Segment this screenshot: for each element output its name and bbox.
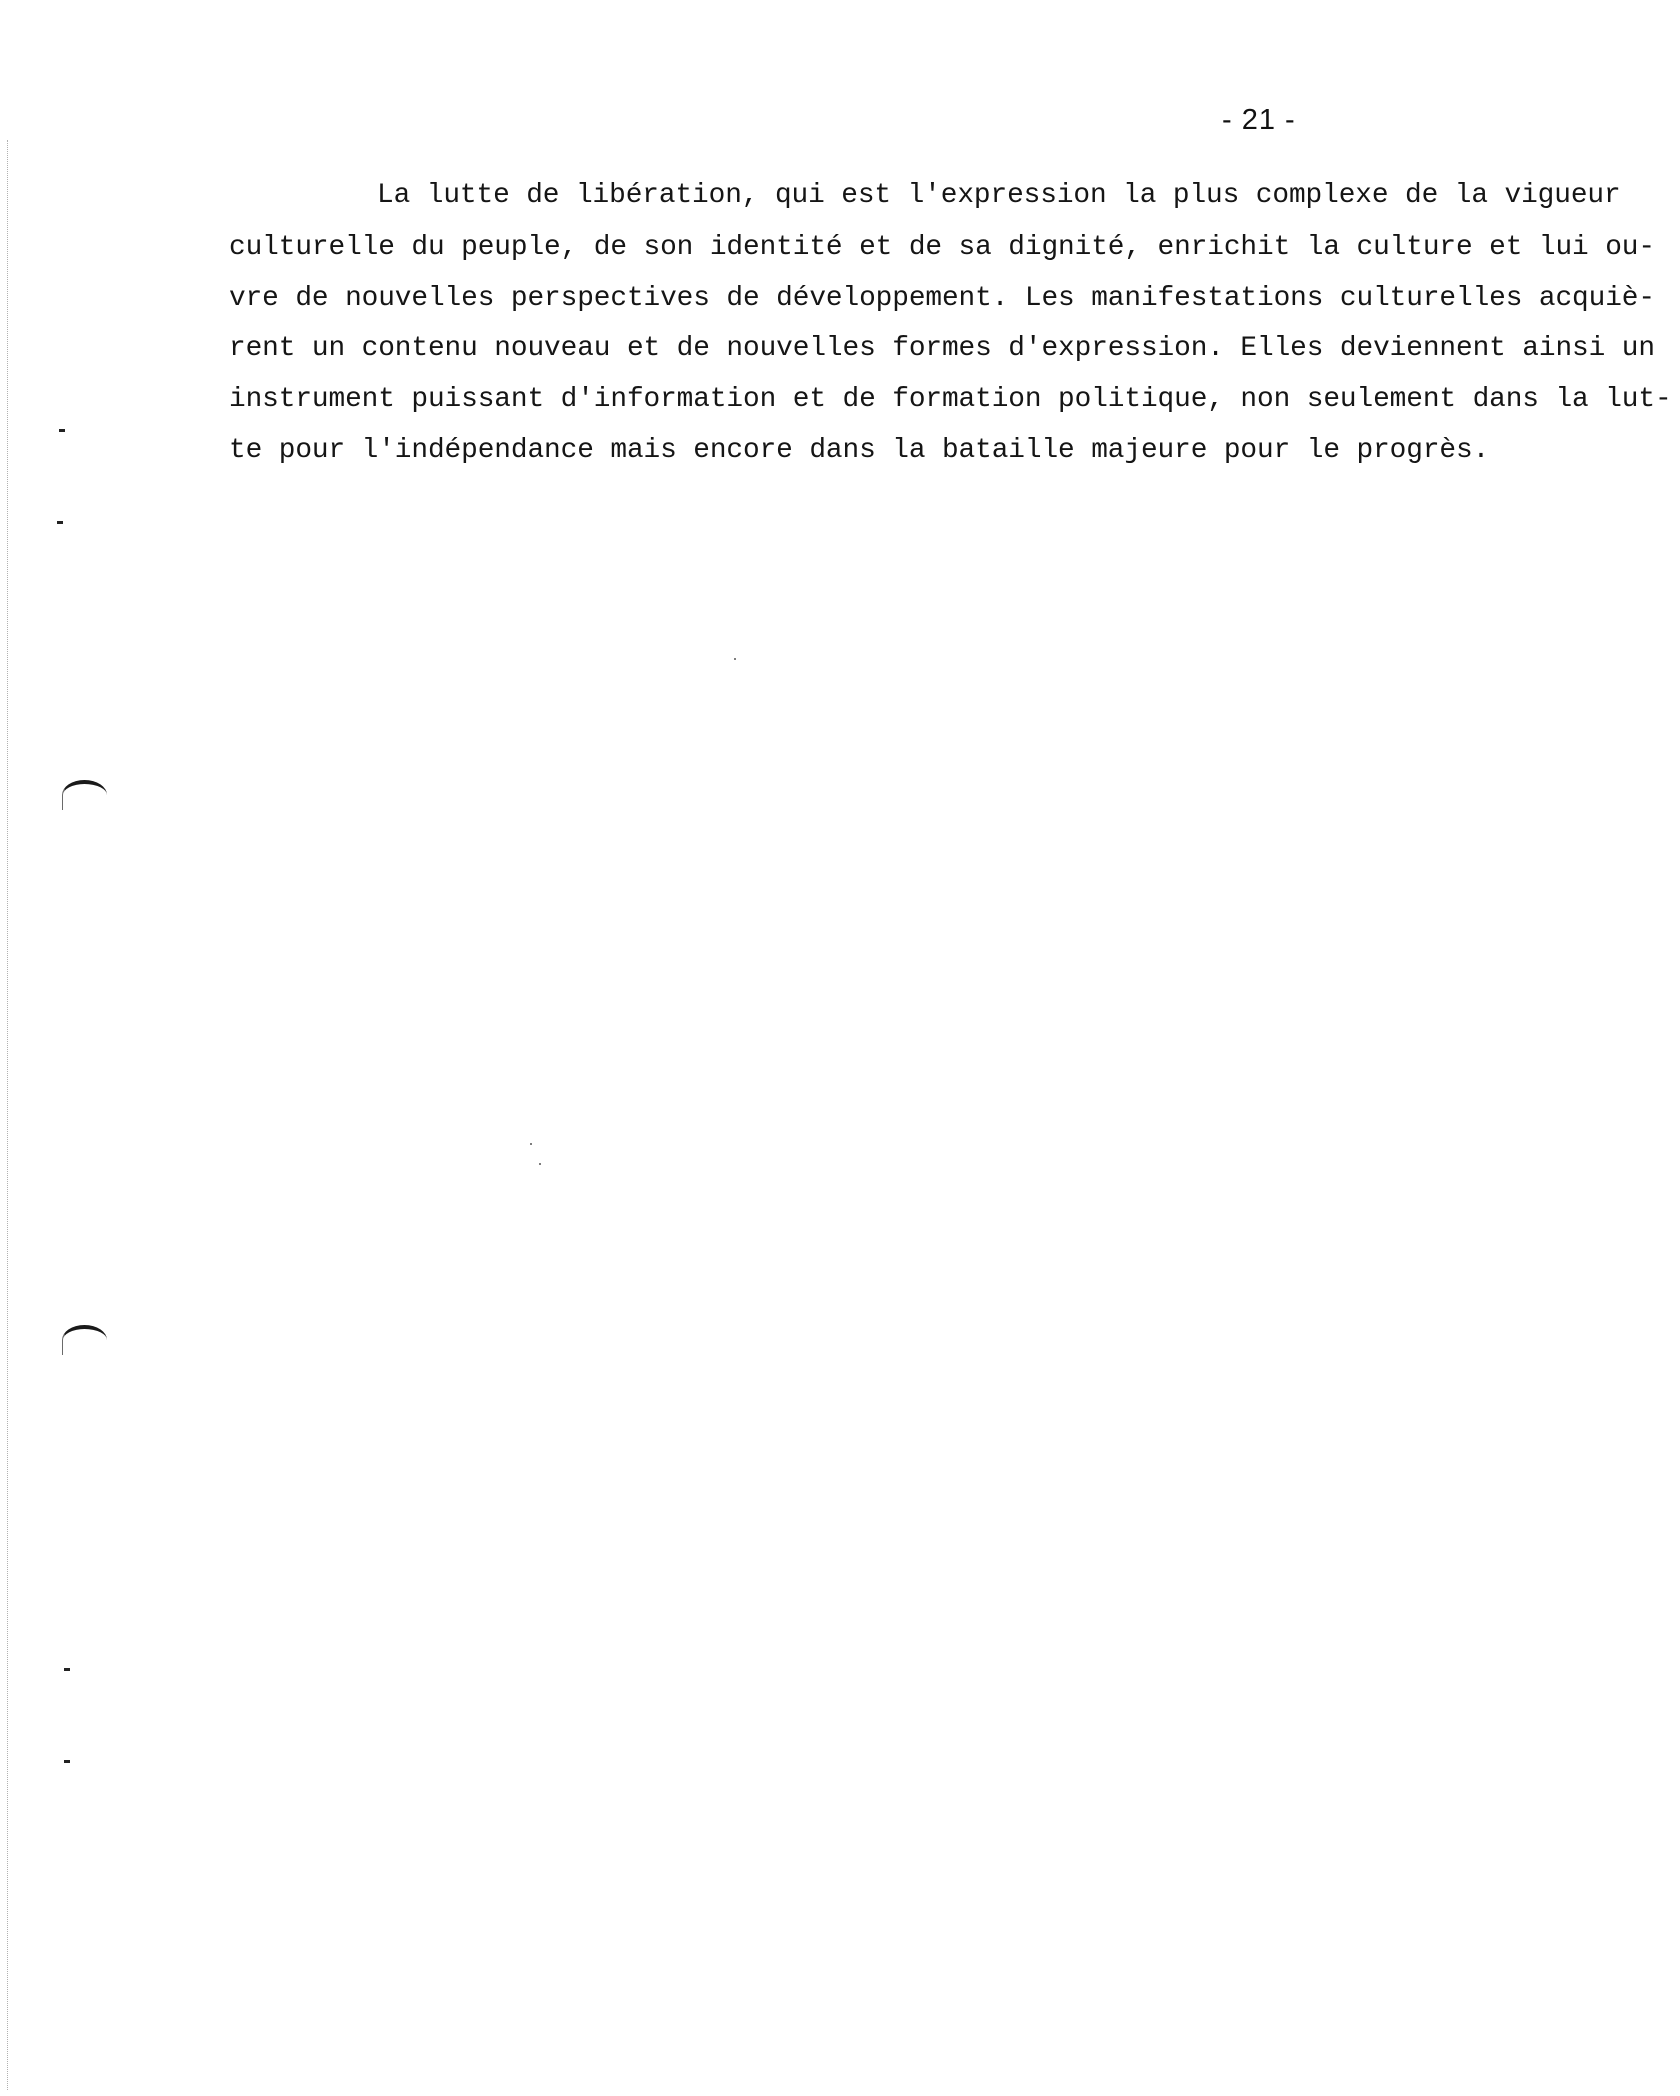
scan-speck	[530, 1143, 532, 1145]
page-number: - 21 -	[1222, 104, 1296, 136]
scan-speck	[539, 1163, 541, 1165]
paragraph-line-3: vre de nouvelles perspectives de développement. Les manifestations culturelles acquiè-	[229, 283, 1655, 314]
paragraph-line-6: te pour l'indépendance mais encore dans la bataille majeure pour le progrès.	[229, 435, 1490, 466]
margin-mark	[64, 1668, 70, 1671]
margin-mark	[64, 1760, 70, 1763]
paragraph-line-5: instrument puissant d'information et de formation politique, non seulement dans la lut-	[229, 384, 1672, 415]
scan-edge-line	[7, 140, 9, 2090]
paragraph-line-4: rent un contenu nouveau et de nouvelles formes d'expression. Elles deviennent ainsi un	[229, 333, 1655, 364]
scan-speck	[734, 658, 736, 660]
paragraph-line-2: culturelle du peuple, de son identité et de sa dignité, enrichit la culture et lui ou-	[229, 232, 1655, 263]
punch-hole-mark	[62, 1325, 107, 1355]
margin-mark	[59, 429, 65, 432]
paragraph-line-1: La lutte de libération, qui est l'expression la plus complexe de la vigueur	[377, 180, 1621, 211]
punch-hole-mark	[62, 780, 107, 810]
margin-mark	[57, 521, 63, 524]
